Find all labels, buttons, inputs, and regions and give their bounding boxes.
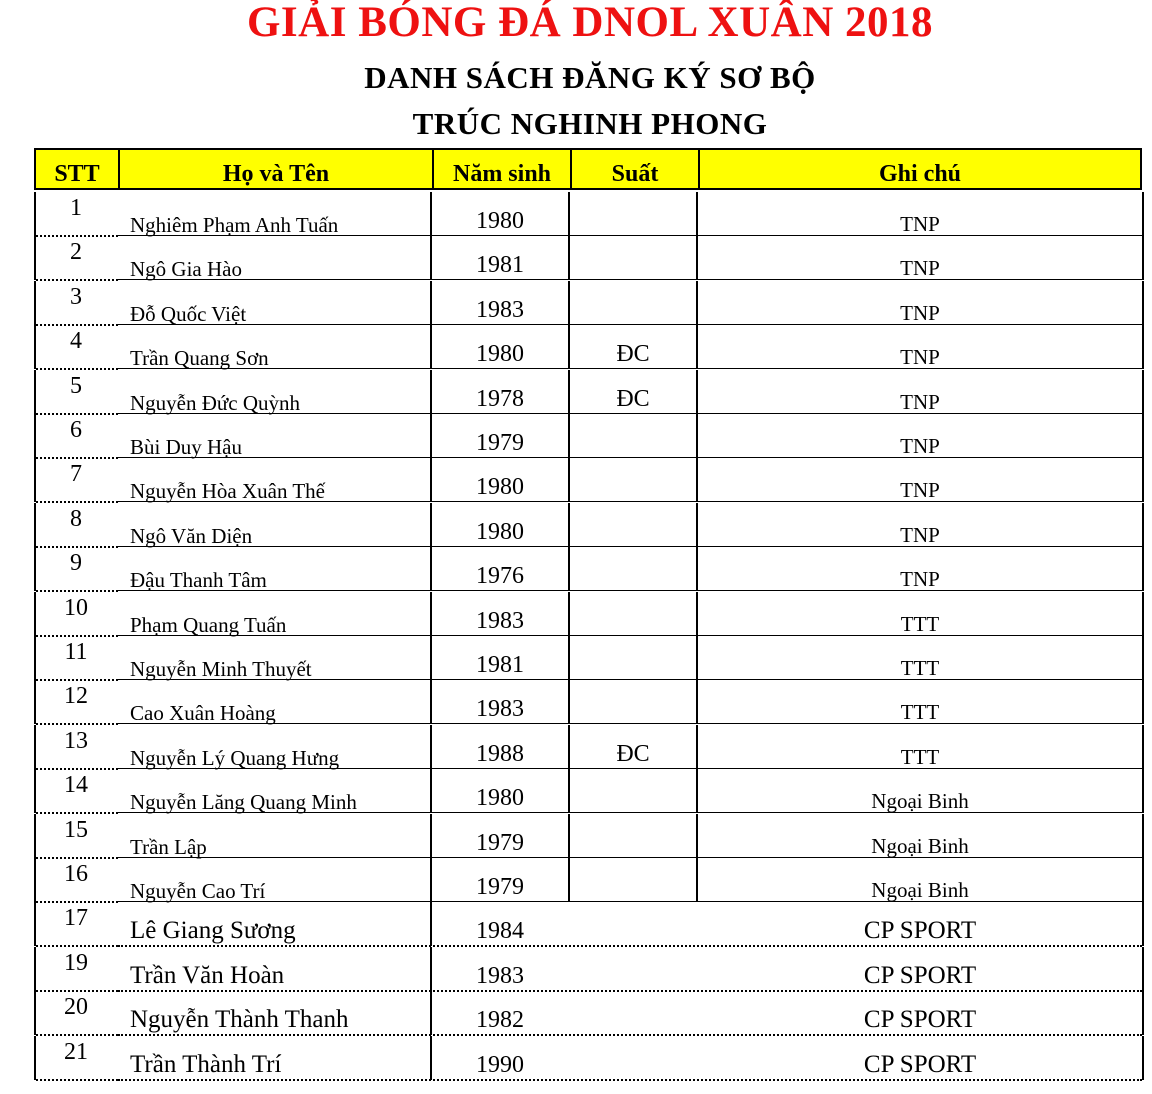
column-border (568, 636, 570, 680)
row-note: TNP (900, 523, 940, 547)
player-name: Phạm Quang Tuấn (130, 613, 287, 637)
player-name: Ngô Văn Diện (130, 524, 253, 548)
table-row (34, 769, 1144, 813)
birth-year: 1981 (476, 252, 524, 278)
row-number: 8 (70, 506, 82, 532)
column-border (34, 947, 36, 991)
player-name: Trần Quang Sơn (130, 346, 269, 370)
column-border (1142, 503, 1144, 547)
column-border (430, 680, 432, 724)
column-border (430, 236, 432, 280)
column-border (34, 991, 36, 1035)
registration-table (34, 148, 1144, 1088)
birth-year: 1982 (476, 1007, 524, 1033)
row-divider (118, 368, 1142, 369)
column-border (430, 902, 432, 946)
column-border (696, 769, 698, 813)
column-border (34, 1036, 36, 1080)
row-number: 4 (70, 328, 82, 354)
column-border (696, 814, 698, 858)
column-border (1142, 192, 1144, 236)
table-row (34, 814, 1144, 858)
row-number: 10 (64, 595, 88, 621)
player-name: Nguyễn Đức Quỳnh (130, 391, 301, 415)
row-number: 17 (64, 905, 88, 931)
column-border (1142, 947, 1144, 991)
birth-year: 1988 (476, 741, 524, 767)
table-row (34, 547, 1144, 591)
row-number: 14 (64, 772, 88, 798)
slot-type (570, 636, 696, 679)
table-row (34, 325, 1144, 369)
slot-type (570, 414, 696, 457)
column-border (430, 192, 432, 236)
birth-year: 1981 (476, 652, 524, 678)
column-border (696, 370, 698, 414)
row-note: Ngoại Binh (871, 834, 969, 858)
column-border (430, 725, 432, 769)
column-border (430, 636, 432, 680)
row-number: 9 (70, 550, 82, 576)
birth-year: 1983 (476, 608, 524, 634)
player-name: Nguyễn Hòa Xuân Thế (130, 479, 325, 503)
column-border (34, 503, 36, 547)
column-border (696, 636, 698, 680)
column-border (34, 769, 36, 813)
column-border (34, 547, 36, 591)
row-number: 20 (64, 994, 88, 1020)
column-border (568, 370, 570, 414)
player-name: Nguyễn Thành Thanh (130, 1006, 349, 1033)
slot-type (570, 281, 696, 324)
row-divider (118, 1079, 1142, 1081)
row-note: TNP (900, 478, 940, 502)
row-note: TNP (900, 301, 940, 325)
birth-year: 1983 (476, 696, 524, 722)
row-number: 21 (64, 1039, 88, 1065)
column-border (430, 947, 432, 991)
row-number: 19 (64, 950, 88, 976)
row-note: CP SPORT (863, 1051, 977, 1078)
row-note: TNP (900, 567, 940, 591)
column-border (1142, 281, 1144, 325)
column-border (1142, 236, 1144, 280)
column-border (568, 814, 570, 858)
table-row (34, 1036, 1144, 1080)
birth-year: 1984 (476, 918, 524, 944)
player-name: Nghiêm Phạm Anh Tuấn (130, 213, 339, 237)
column-border (568, 458, 570, 502)
player-name: Cao Xuân Hoàng (130, 701, 276, 725)
row-divider (118, 279, 1142, 280)
column-border (1142, 858, 1144, 902)
column-border (568, 503, 570, 547)
player-name: Nguyễn Minh Thuyết (130, 657, 312, 681)
row-divider (118, 723, 1142, 724)
birth-year: 1979 (476, 430, 524, 456)
row-note: TNP (900, 345, 940, 369)
column-border (34, 236, 36, 280)
slot-type (570, 814, 696, 857)
row-number: 3 (70, 284, 82, 310)
column-border (430, 370, 432, 414)
row-note: TNP (900, 390, 940, 414)
table-row (34, 236, 1144, 280)
row-divider (36, 1079, 118, 1081)
list-subtitle: DANH SÁCH ĐĂNG KÝ SƠ BỘ (364, 60, 816, 95)
table-row (34, 725, 1144, 769)
column-border (1142, 325, 1144, 369)
column-border (568, 281, 570, 325)
slot-type (570, 858, 696, 901)
row-divider (118, 590, 1142, 591)
player-name: Bùi Duy Hậu (130, 435, 242, 459)
column-border (34, 592, 36, 636)
slot-type (570, 947, 696, 990)
column-border (1142, 1036, 1144, 1080)
table-row (34, 503, 1144, 547)
row-divider (118, 812, 1142, 813)
player-name: Trần Thành Trí (130, 1051, 282, 1078)
slot-type: ĐC (616, 341, 650, 367)
slot-type (570, 680, 696, 723)
column-border (568, 592, 570, 636)
column-border (568, 325, 570, 369)
column-border (430, 769, 432, 813)
row-number: 7 (70, 461, 82, 487)
row-note: CP SPORT (863, 1006, 977, 1033)
table-row (34, 414, 1144, 458)
column-border (1142, 547, 1144, 591)
row-note: TTT (900, 700, 940, 724)
player-name: Nguyễn Lăng Quang Minh (130, 790, 357, 814)
column-border (696, 680, 698, 724)
column-border (1142, 592, 1144, 636)
column-border (34, 814, 36, 858)
column-border (696, 503, 698, 547)
table-row (34, 636, 1144, 680)
column-border (1142, 991, 1144, 1035)
player-name: Nguyễn Cao Trí (130, 879, 266, 903)
column-border (568, 414, 570, 458)
table-row (34, 370, 1144, 414)
birth-year: 1983 (476, 297, 524, 323)
birth-year: 1979 (476, 874, 524, 900)
slot-type (570, 902, 696, 945)
player-name: Nguyễn Lý Quang Hưng (130, 746, 340, 770)
column-border (34, 192, 36, 236)
column-border (1142, 814, 1144, 858)
row-number: 12 (64, 683, 88, 709)
row-number: 1 (70, 195, 82, 221)
column-border (430, 592, 432, 636)
birth-year: 1980 (476, 208, 524, 234)
column-border (696, 858, 698, 902)
slot-type (570, 1036, 696, 1079)
column-border (696, 458, 698, 502)
row-note: TTT (900, 612, 940, 636)
row-note: TTT (900, 656, 940, 680)
column-border (430, 547, 432, 591)
column-border (568, 192, 570, 236)
column-border (696, 236, 698, 280)
column-border (696, 592, 698, 636)
column-border (696, 414, 698, 458)
birth-year: 1990 (476, 1052, 524, 1078)
row-number: 11 (64, 639, 88, 665)
column-border (1142, 370, 1144, 414)
slot-type (570, 192, 696, 235)
column-border (568, 858, 570, 902)
birth-year: 1980 (476, 341, 524, 367)
column-border (430, 281, 432, 325)
column-border (430, 414, 432, 458)
column-border (430, 458, 432, 502)
row-note: TNP (900, 434, 940, 458)
birth-year: 1983 (476, 963, 524, 989)
table-header (34, 148, 1142, 190)
table-row (34, 902, 1144, 946)
row-number: 15 (64, 817, 88, 843)
column-border (696, 192, 698, 236)
column-border (568, 725, 570, 769)
table-row (34, 192, 1144, 236)
column-border (34, 370, 36, 414)
column-border (430, 325, 432, 369)
player-name: Ngô Gia Hào (130, 257, 242, 281)
slot-type (570, 236, 696, 279)
column-border (34, 725, 36, 769)
row-note: TNP (900, 212, 940, 236)
column-border (568, 547, 570, 591)
team-name: TRÚC NGHINH PHONG (412, 106, 768, 141)
column-border (1142, 725, 1144, 769)
column-border (34, 414, 36, 458)
row-note: CP SPORT (863, 962, 977, 989)
column-border (34, 281, 36, 325)
column-border (1142, 458, 1144, 502)
column-border (430, 1036, 432, 1080)
row-number: 6 (70, 417, 82, 443)
column-border (34, 680, 36, 724)
column-border (34, 636, 36, 680)
table-row (34, 281, 1144, 325)
row-note: TNP (900, 256, 940, 280)
row-note: TTT (900, 745, 940, 769)
column-border (1142, 680, 1144, 724)
row-number: 5 (70, 373, 82, 399)
column-border (1142, 414, 1144, 458)
column-border (430, 991, 432, 1035)
column-border (1142, 769, 1144, 813)
column-border (34, 858, 36, 902)
column-border (568, 680, 570, 724)
row-number: 13 (64, 728, 88, 754)
birth-year: 1979 (476, 830, 524, 856)
column-border (430, 814, 432, 858)
header-year: Năm sinh (452, 161, 552, 187)
header-name: Họ và Tên (222, 161, 330, 187)
row-note: Ngoại Binh (871, 878, 969, 902)
birth-year: 1976 (476, 563, 524, 589)
birth-year: 1980 (476, 474, 524, 500)
column-border (568, 769, 570, 813)
column-border (34, 458, 36, 502)
row-number: 16 (64, 861, 88, 887)
player-name: Đỗ Quốc Việt (130, 302, 247, 326)
column-border (34, 902, 36, 946)
birth-year: 1978 (476, 386, 524, 412)
column-border (568, 236, 570, 280)
slot-type (570, 458, 696, 501)
column-border (1142, 636, 1144, 680)
document-title: GIẢI BÓNG ĐÁ DNOL XUÂN 2018 (246, 0, 934, 46)
row-divider (118, 501, 1142, 502)
table-row (34, 947, 1144, 991)
slot-type (570, 547, 696, 590)
slot-type (570, 769, 696, 812)
column-border (696, 325, 698, 369)
player-name: Trần Văn Hoàn (130, 962, 285, 989)
column-border (696, 725, 698, 769)
player-name: Lê Giang Sương (130, 917, 296, 944)
table-row (34, 592, 1144, 636)
column-border (430, 503, 432, 547)
player-name: Đậu Thanh Tâm (130, 568, 267, 592)
column-border (430, 858, 432, 902)
table-row (34, 680, 1144, 724)
slot-type: ĐC (616, 741, 650, 767)
row-note: Ngoại Binh (871, 789, 969, 813)
header-stt: STT (54, 161, 100, 187)
row-note: CP SPORT (863, 917, 977, 944)
table-row (34, 858, 1144, 902)
table-row (34, 991, 1144, 1035)
table-row (34, 458, 1144, 502)
slot-type (570, 503, 696, 546)
slot-type: ĐC (616, 386, 650, 412)
slot-type (570, 991, 696, 1034)
column-border (34, 325, 36, 369)
header-note: Ghi chú (878, 161, 962, 187)
column-border (696, 547, 698, 591)
column-border (1142, 902, 1144, 946)
birth-year: 1980 (476, 519, 524, 545)
header-suat: Suất (611, 161, 659, 187)
player-name: Trần Lập (130, 835, 207, 859)
column-border (696, 281, 698, 325)
birth-year: 1980 (476, 785, 524, 811)
slot-type (570, 592, 696, 635)
row-number: 2 (70, 239, 82, 265)
